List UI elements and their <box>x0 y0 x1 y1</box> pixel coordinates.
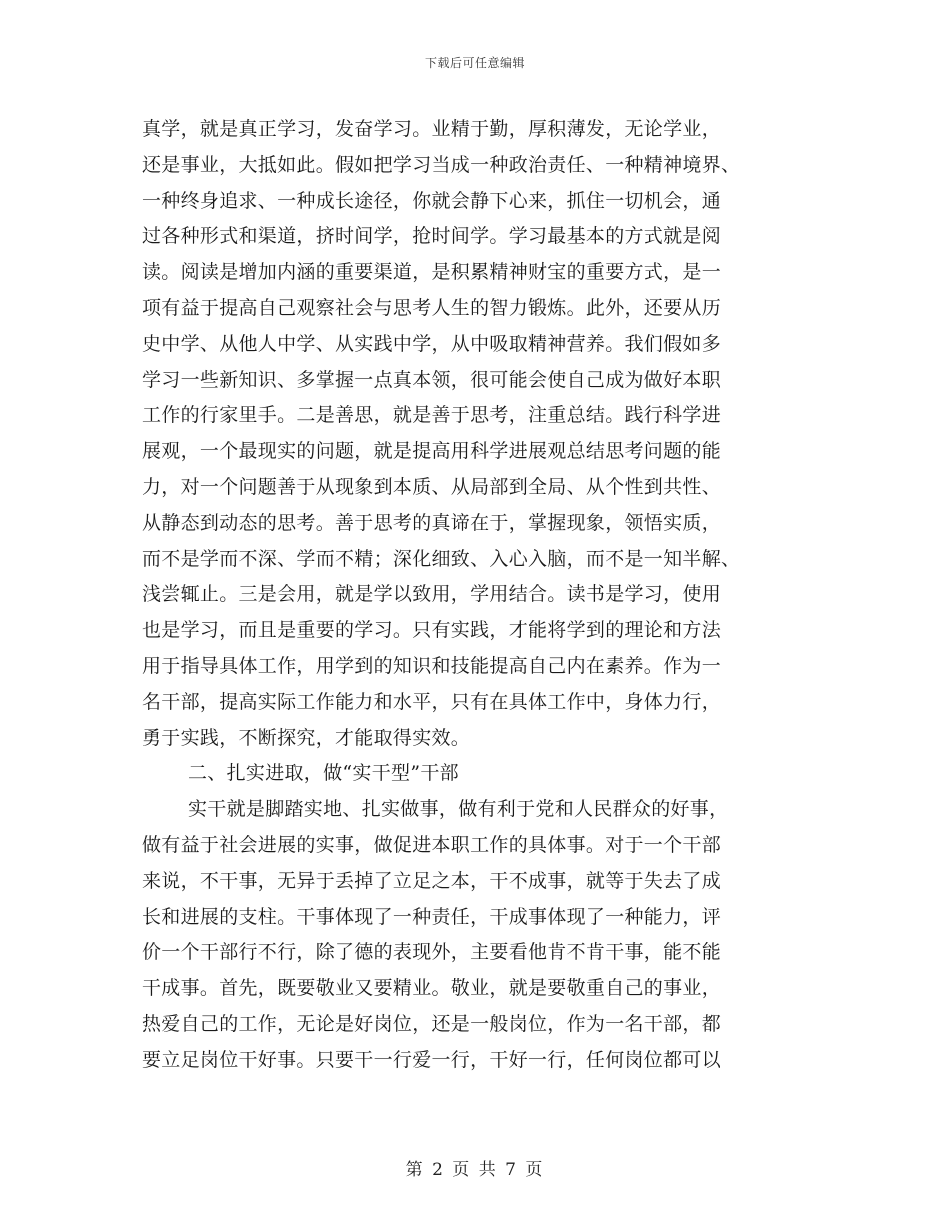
page-number: 第 2 页 共 7 页 <box>405 1160 545 1180</box>
text-line: 还是事业，大抵如此。假如把学习当成一种政治责任、一种精神境界、 <box>142 153 741 176</box>
text-line: 项有益于提高自己观察社会与思考人生的智力锻炼。此外，还要从历 <box>142 296 722 319</box>
text-line: 展观，一个最现实的问题，就是提高用科学进展观总结思考问题的能 <box>142 440 722 463</box>
text-line: 工作的行家里手。二是善思，就是善于思考，注重总结。践行科学进 <box>142 404 722 427</box>
text-line: 史中学、从他人中学、从实践中学，从中吸取精神营养。我们假如多 <box>142 332 722 355</box>
text-line: 力，对一个问题善于从现象到本质、从局部到全局、从个性到共性、 <box>142 475 722 498</box>
text-line: 用于指导具体工作，用学到的知识和技能提高自己内在素养。作为一 <box>142 654 722 677</box>
text-line: 要立足岗位干好事。只要干一行爱一行，干好一行，任何岗位都可以 <box>142 1048 722 1071</box>
text-line: 浅尝辄止。三是会用，就是学以致用，学用结合。读书是学习，使用 <box>142 583 722 606</box>
text-line: 也是学习，而且是重要的学习。只有实践，才能将学到的理论和方法 <box>142 619 722 642</box>
text-line: 学习一些新知识、多掌握一点真本领，很可能会使自己成为做好本职 <box>142 368 722 391</box>
text-line: 勇于实践，不断探究，才能取得实效。 <box>142 726 471 749</box>
text-line: 干成事。首先，既要敬业又要精业。敬业，就是要敬重自己的事业， <box>142 977 722 1000</box>
text-line: 实干就是脚踏实地、扎实做事，做有利于党和人民群众的好事， <box>188 798 729 821</box>
text-line: 热爱自己的工作，无论是好岗位，还是一般岗位，作为一名干部，都 <box>142 1012 722 1035</box>
body-text <box>142 112 822 1079</box>
text-line: 价一个干部行不行，除了德的表现外，主要看他肯不肯干事，能不能 <box>142 941 722 964</box>
text-line: 读。阅读是增加内涵的重要渠道，是积累精神财宝的重要方式，是一 <box>142 261 722 284</box>
text-line: 名干部，提高实际工作能力和水平，只有在具体工作中，身体力行， <box>142 690 722 713</box>
text-line: 来说，不干事，无异于丢掉了立足之本，干不成事，就等于失去了成 <box>142 869 722 892</box>
header-note: 下载后可任意编辑 <box>424 56 525 70</box>
text-line: 而不是学而不深、学而不精；深化细致、入心入脑，而不是一知半解、 <box>142 547 741 570</box>
text-line: 做有益于社会进展的实事，做促进本职工作的具体事。对于一个干部 <box>142 833 722 856</box>
text-line: 从静态到动态的思考。善于思考的真谛在于，掌握现象，领悟实质， <box>142 511 722 534</box>
text-line: 一种终身追求、一种成长途径，你就会静下心来，抓住一切机会，通 <box>142 189 722 212</box>
text-line: 过各种形式和渠道，挤时间学，抢时间学。学习最基本的方式就是阅 <box>142 225 722 248</box>
section-heading: 二、扎实进取，做“实干型”干部 <box>188 762 459 785</box>
text-line: 真学，就是真正学习，发奋学习。业精于勤，厚积薄发，无论学业， <box>142 118 722 140</box>
text-line: 长和进展的支柱。干事体现了一种责任，干成事体现了一种能力，评 <box>142 905 722 928</box>
